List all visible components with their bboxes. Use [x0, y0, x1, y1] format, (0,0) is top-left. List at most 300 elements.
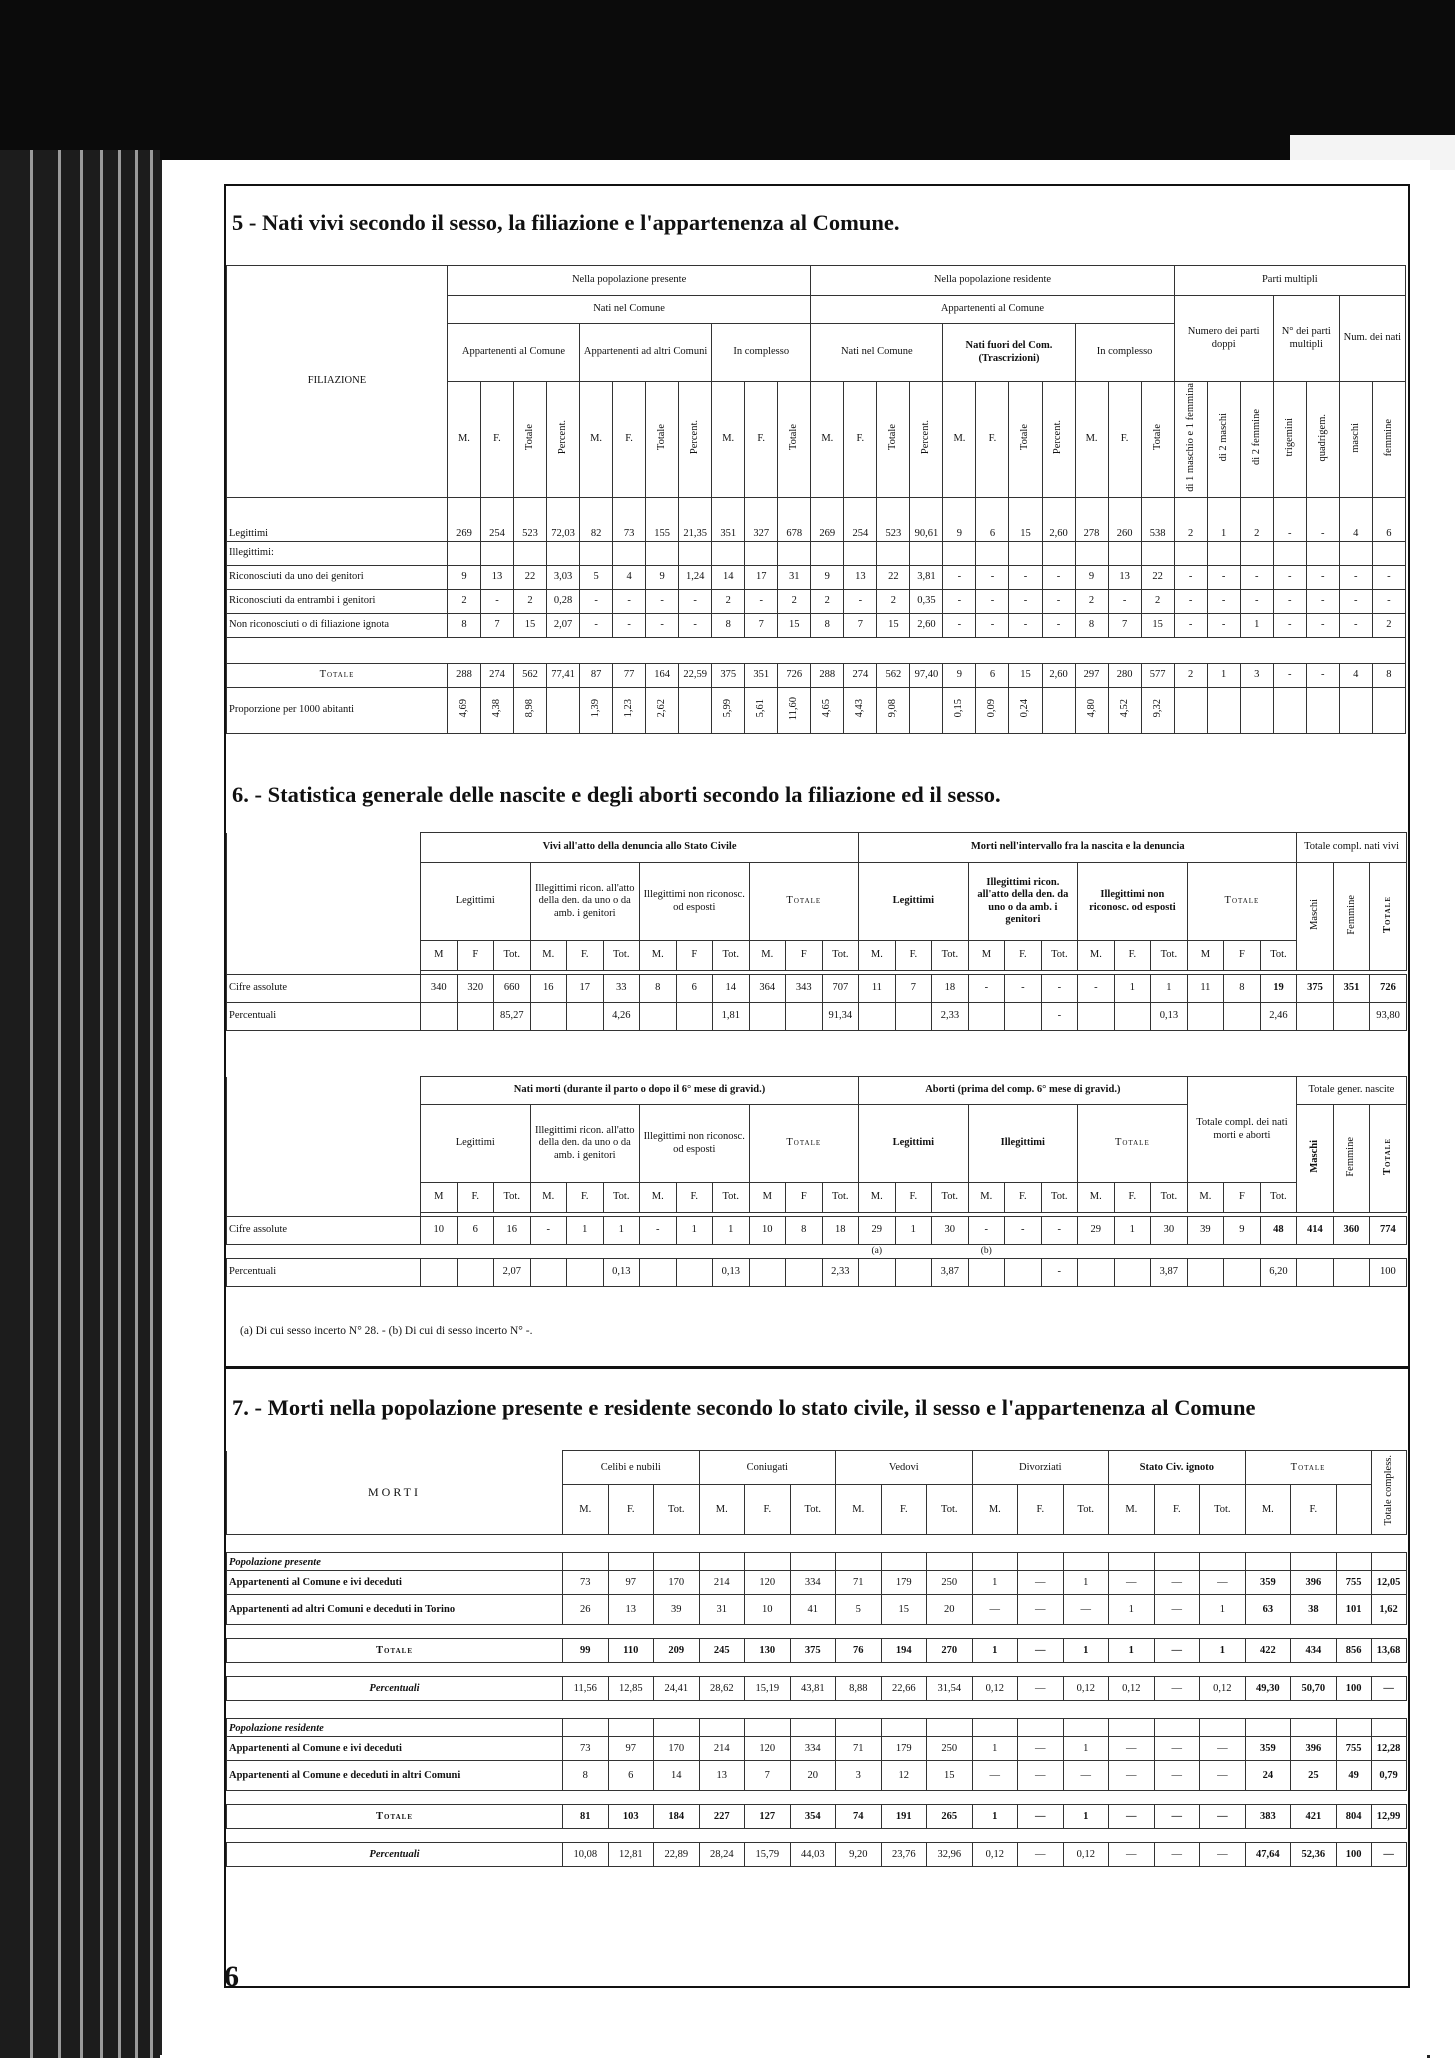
table-cell [811, 589, 844, 613]
t6-head-maschi: Maschi [1309, 899, 1320, 930]
table-cell [1174, 613, 1207, 637]
t6-note-cell [786, 1245, 823, 1259]
table-cell: 9,20 [836, 1843, 882, 1867]
table-cell [640, 1258, 677, 1286]
t5-cell-value: 2 [1188, 669, 1194, 681]
table-row [227, 497, 1406, 541]
table-cell [712, 663, 745, 687]
t5-cell-value: 562 [522, 669, 538, 681]
table-cell [1336, 1719, 1371, 1737]
table-cell: — [972, 1761, 1018, 1791]
table-cell [421, 1258, 458, 1286]
t5-subhead-cell [447, 382, 480, 498]
table-cell: 3,87 [932, 1258, 969, 1286]
t5-cell-value: 15 [1152, 619, 1163, 631]
t6-note-cell [676, 1245, 713, 1259]
table-cell: 414 [1297, 1217, 1334, 1245]
table-cell [1009, 687, 1042, 733]
t5-subhead-m: M. [590, 433, 603, 445]
table-cell [1078, 1003, 1115, 1031]
table-cell [976, 687, 1009, 733]
t5-cell-value: 274 [852, 669, 869, 681]
t5-cell-value: 538 [1149, 527, 1166, 539]
t5-cell-value: 87 [590, 669, 602, 681]
t5-cell-value: - [1354, 571, 1358, 583]
t5-subhead-cell [480, 382, 513, 498]
table-cell: 7 [745, 1761, 791, 1791]
table-cell: 91,34 [822, 1003, 859, 1031]
table-cell [580, 541, 613, 565]
table-cell: 29 [1078, 1217, 1115, 1245]
t7-subhead-cell: F. [1018, 1485, 1064, 1535]
table-cell: 25 [1291, 1761, 1337, 1791]
table-cell [778, 497, 811, 541]
table-cell: 1 [1109, 1595, 1155, 1625]
table7-stub: MORTI [227, 1451, 563, 1535]
t5-spacer-cell [227, 637, 1406, 663]
table-cell: — [1200, 1761, 1246, 1791]
t5-cell-value: - [1122, 595, 1127, 607]
t5-cell-value: 8 [725, 619, 731, 631]
table-cell [976, 541, 1009, 565]
table-cell [679, 589, 712, 613]
table-cell [1372, 613, 1405, 637]
t5-head-app-comune: Appartenenti al Comune [811, 296, 1174, 324]
table-cell [1291, 1553, 1337, 1571]
t7-section-row [227, 1553, 1407, 1571]
table-cell [778, 541, 811, 565]
t7-spacer-row [227, 1535, 1407, 1553]
table-cell [613, 497, 646, 541]
table-cell [676, 1003, 713, 1031]
t5-cell-value: - [1321, 595, 1325, 607]
table-cell: — [972, 1595, 1018, 1625]
table-cell [844, 613, 877, 637]
t6-subhead-cell: F. [567, 941, 604, 971]
t6-note-cell [1005, 1245, 1042, 1259]
t5-subhead-cell [1075, 382, 1108, 498]
table-cell: 43,81 [790, 1677, 836, 1701]
table-cell [877, 663, 910, 687]
t5-row-label: Riconosciuti da entrambi i genitori [227, 589, 448, 613]
t6-row-label: Cifre assolute [227, 1217, 421, 1245]
table-cell [1339, 687, 1372, 733]
t5-cell-value: 97,40 [914, 669, 939, 681]
t5-cell-value: 2,07 [553, 619, 573, 631]
t5-cell-value: 577 [1149, 669, 1166, 681]
t5-cell-value: 5,99 [722, 699, 734, 718]
t5-subhead-cell [1174, 382, 1207, 498]
table-cell: 30 [1151, 1217, 1188, 1245]
t5-subhead-m: M. [1085, 433, 1098, 445]
t6-subhead-cell: F [457, 941, 494, 971]
t6-head-vivi: Vivi all'atto della denuncia allo Stato Civile [421, 833, 859, 863]
table-cell: 1 [972, 1639, 1018, 1663]
t5-subhead-2m: di 2 maschi [1217, 413, 1229, 462]
table-cell [1108, 663, 1141, 687]
table-cell: 28,62 [699, 1677, 745, 1701]
t6-note-cell [603, 1245, 640, 1259]
table6-title: 6. - Statistica generale delle nascite e degli aborti secondo la filiazione ed il sesso. [232, 782, 1001, 807]
table-cell: 214 [699, 1737, 745, 1761]
t5-subhead-cell [547, 382, 580, 498]
t7-row-label: Appartenenti al Comune e ivi deceduti [227, 1571, 563, 1595]
t5-cell-value: 523 [885, 527, 902, 539]
t6-note-cell [749, 1245, 786, 1259]
t6-head-aborti: Aborti (prima del comp. 6° mese di gravid.) [859, 1077, 1188, 1105]
t5-subhead-cell [976, 382, 1009, 498]
t5-cell-value: 7 [494, 619, 500, 631]
t5-cell-value: 6 [989, 527, 996, 539]
table-cell [877, 497, 910, 541]
t7-subhead-cell: F. [1154, 1485, 1200, 1535]
table-cell: 0,13 [603, 1258, 640, 1286]
t5-cell-value: 375 [720, 669, 737, 681]
t5-subhead-cell [580, 382, 613, 498]
table-cell [790, 1553, 836, 1571]
table-cell [943, 589, 976, 613]
t5-subhead-cell [646, 382, 679, 498]
table-cell: 6,20 [1260, 1258, 1297, 1286]
book-right-edge [1427, 170, 1455, 2058]
t5-cell-value: 4,80 [1085, 699, 1097, 718]
table-cell [1114, 1003, 1151, 1031]
table-cell [1174, 541, 1207, 565]
t6-subhead-cell: M [421, 1183, 458, 1213]
table-cell [778, 589, 811, 613]
t5-subhead-cell [811, 382, 844, 498]
t6-subhead-cell: Tot. [932, 941, 969, 971]
table-cell: — [1154, 1737, 1200, 1761]
table-cell [567, 1258, 604, 1286]
t7-section-label: Popolazione presente [227, 1553, 563, 1571]
table-cell [567, 1003, 604, 1031]
t5-cell-value: 260 [1116, 527, 1133, 539]
t5-subhead-cell [513, 382, 546, 498]
t5-cell-value: 9 [824, 571, 830, 583]
t5-head-compl2: In complesso [1075, 324, 1174, 382]
table-row [227, 589, 1406, 613]
table-cell [778, 663, 811, 687]
table-cell: 375 [790, 1639, 836, 1663]
table-cell: 1 [972, 1737, 1018, 1761]
table-cell: — [1154, 1761, 1200, 1791]
t5-cell-value: - [1321, 527, 1325, 539]
t5-subhead-cell [778, 382, 811, 498]
table-cell: 1 [1063, 1737, 1109, 1761]
t5-cell-value: 22 [1152, 571, 1163, 583]
table-cell [1174, 687, 1207, 733]
t5-cell-value: 4,43 [854, 699, 866, 718]
t5-cell-value: - [660, 595, 664, 607]
table-cell: — [1018, 1677, 1064, 1701]
table-cell: 214 [699, 1571, 745, 1595]
t6-head-legittimi-3: Legittimi [421, 1105, 531, 1183]
t5-cell-value: 3 [1254, 669, 1260, 681]
table-cell: 22,66 [881, 1677, 927, 1701]
table-cell [811, 541, 844, 565]
t7-section-label: Popolazione residente [227, 1719, 563, 1737]
t5-cell-value: 4 [1353, 527, 1359, 539]
t5-cell-value: 17 [755, 571, 767, 583]
t7-subhead-cell: M. [699, 1485, 745, 1535]
table-cell: 39 [654, 1595, 700, 1625]
t7-spacer-cell [227, 1701, 1407, 1719]
t5-cell-value: - [1023, 571, 1028, 583]
t7-subhead-cell: Tot. [927, 1485, 973, 1535]
t5-cell-value: 9,08 [887, 699, 899, 718]
t6-note-cell [1297, 1245, 1334, 1259]
table-cell [679, 687, 712, 733]
table-cell [811, 663, 844, 687]
table-cell: 1 [972, 1571, 1018, 1595]
t5-cell-value: 269 [819, 527, 836, 539]
table-cell [1207, 687, 1240, 733]
t7-spacer-row [227, 1663, 1407, 1677]
table-cell: 360 [1333, 1217, 1370, 1245]
table-cell [580, 565, 613, 589]
t5-cell-value: 351 [753, 669, 770, 681]
t7-row-label: Percentuali [227, 1843, 563, 1867]
table-cell: 73 [563, 1571, 609, 1595]
table-cell [1306, 541, 1339, 565]
table-cell: 1 [895, 1217, 932, 1245]
table-cell [1207, 589, 1240, 613]
table-cell [1200, 1719, 1246, 1737]
table-cell [712, 541, 745, 565]
table-cell [1207, 613, 1240, 637]
t7-spacer-cell [227, 1829, 1407, 1843]
table-cell [1240, 663, 1273, 687]
table-cell: 1 [1063, 1571, 1109, 1595]
table-cell [1339, 541, 1372, 565]
table-cell [1240, 687, 1273, 733]
t5-subhead-cell [1108, 382, 1141, 498]
table-cell [1009, 541, 1042, 565]
t6-head-femmine-2: Femmine [1345, 1136, 1357, 1177]
table-cell: 16 [530, 975, 567, 1003]
t5-cell-value: 9 [956, 527, 963, 539]
table-cell: 179 [881, 1737, 927, 1761]
t5-cell-value: - [693, 619, 697, 631]
table-cell [1240, 589, 1273, 613]
table-cell [613, 565, 646, 589]
table-cell [447, 613, 480, 637]
t5-cell-value: 8 [824, 619, 830, 631]
table-cell [1141, 589, 1174, 613]
table-cell [421, 1003, 458, 1031]
table-row [227, 1595, 1407, 1625]
table-cell [927, 1719, 973, 1737]
table-cell: 120 [745, 1571, 791, 1595]
table-cell [513, 613, 546, 637]
t7-subhead-cell: M. [972, 1485, 1018, 1535]
table-row [227, 1258, 1407, 1286]
table-cell: 4,26 [603, 1003, 640, 1031]
table-cell [1200, 1553, 1246, 1571]
table-row [227, 975, 1407, 1003]
t7-head-divorziati: Divorziati [972, 1451, 1109, 1485]
t5-cell-value: 0,24 [1019, 699, 1031, 718]
table-cell [968, 1258, 1005, 1286]
t6-subhead-cell: Tot. [822, 941, 859, 971]
table-cell [1207, 565, 1240, 589]
t5-cell-value: 1,39 [590, 699, 602, 718]
t7-head-ignoto: Stato Civ. ignoto [1109, 1451, 1246, 1485]
table-cell: 421 [1291, 1805, 1337, 1829]
t5-cell-value: - [1321, 571, 1325, 583]
table-cell [547, 687, 580, 733]
table-cell: 32,96 [927, 1843, 973, 1867]
t6-notes-cell [227, 1245, 421, 1259]
t5-cell-value: 2,60 [1049, 669, 1068, 681]
table-cell [1297, 1003, 1334, 1031]
table-cell [580, 613, 613, 637]
t5-subhead-f: F. [988, 433, 997, 445]
table-cell [679, 663, 712, 687]
table-cell [1240, 497, 1273, 541]
t5-cell-value: - [1354, 595, 1358, 607]
t5-cell-value: - [693, 595, 697, 607]
table-cell: 73 [563, 1737, 609, 1761]
t5-cell-value: 8,98 [523, 699, 535, 718]
table-cell: 1,62 [1371, 1595, 1406, 1625]
table-cell [563, 1553, 609, 1571]
t5-cell-value: - [495, 595, 499, 607]
table-cell: 0,12 [1109, 1677, 1155, 1701]
table-cell [640, 1003, 677, 1031]
table-cell [1306, 589, 1339, 613]
table-cell [547, 497, 580, 541]
table-cell [910, 541, 943, 565]
table6-morti-aborti [226, 1076, 1407, 1287]
t6-note-cell [1078, 1245, 1115, 1259]
table-cell [811, 497, 844, 541]
table-cell: — [1154, 1571, 1200, 1595]
t5-subhead-m: M. [821, 433, 834, 445]
table-cell [613, 613, 646, 637]
table-cell [972, 1719, 1018, 1737]
table-cell [1141, 613, 1174, 637]
table-cell [712, 497, 745, 541]
table-cell [895, 1258, 932, 1286]
table-cell: 1 [1114, 1217, 1151, 1245]
table-cell: 50,70 [1291, 1677, 1337, 1701]
table-cell [480, 565, 513, 589]
t6-head-legittimi-4: Legittimi [859, 1105, 969, 1183]
t6-head-totale-v: Totale [1382, 895, 1394, 933]
table-cell [1141, 565, 1174, 589]
t7-spacer-row [227, 1625, 1407, 1639]
table-cell [1141, 687, 1174, 733]
table-cell: 774 [1370, 1217, 1407, 1245]
t6-head-ill-non: Illegittimi non riconosc. od esposti [640, 863, 750, 941]
t5-subhead-f: F. [493, 433, 501, 445]
table-cell [943, 565, 976, 589]
t5-subhead-cell [613, 382, 646, 498]
table-cell [676, 1258, 713, 1286]
t6-subhead-cell: M. [968, 1183, 1005, 1213]
t6-note-cell [1187, 1245, 1224, 1259]
t6-note-cell [1260, 1245, 1297, 1259]
t5-cell-value: 274 [489, 669, 505, 681]
t5-cell-value: - [1287, 571, 1292, 583]
table-cell [877, 541, 910, 565]
t5-head-fuori: Nati fuori del Com. (Trascrizioni) [943, 324, 1075, 382]
table-cell: 343 [786, 975, 823, 1003]
t6-subhead-cell: F. [1114, 941, 1151, 971]
table-cell: — [1371, 1843, 1406, 1867]
table-cell: 1 [603, 1217, 640, 1245]
table-cell [910, 663, 943, 687]
table-cell [745, 613, 778, 637]
table-cell: — [1018, 1595, 1064, 1625]
t5-cell-value: 2 [791, 595, 797, 607]
table-cell [513, 565, 546, 589]
table-cell: - [1078, 975, 1115, 1003]
table-cell: 804 [1336, 1805, 1371, 1829]
t5-cell-value: 254 [852, 527, 869, 539]
t5-cell-value: 2,60 [917, 619, 936, 631]
t5-cell-value: 2 [725, 595, 731, 607]
table-cell [447, 565, 480, 589]
t6-subhead-cell: F. [1114, 1183, 1151, 1213]
t7-head-totale: Totale [1245, 1451, 1371, 1485]
t5-subhead-tot: Totale [1019, 424, 1031, 451]
table-cell [1245, 1553, 1291, 1571]
table-cell [613, 663, 646, 687]
t7-subhead-cell: Tot. [1063, 1485, 1109, 1535]
table-cell [943, 613, 976, 637]
t6-subhead-cell: Tot. [822, 1183, 859, 1213]
t5-cell-value: 22,59 [683, 669, 707, 681]
t6-subhead-cell: Tot. [1041, 1183, 1078, 1213]
table-cell [1154, 1719, 1200, 1737]
t5-subhead-perc: Percent. [1052, 420, 1064, 455]
t5-cell-value: 2,62 [656, 699, 668, 718]
table-cell: - [968, 975, 1005, 1003]
table-cell: — [1109, 1737, 1155, 1761]
table-cell: 14 [713, 975, 750, 1003]
t6-subhead-cell: F. [1005, 1183, 1042, 1213]
table-cell [745, 497, 778, 541]
t7-subhead-cell: Tot. [1200, 1485, 1246, 1535]
table-cell: 2,33 [932, 1003, 969, 1031]
t7-subhead-cell: F. [881, 1485, 927, 1535]
table-cell [1108, 497, 1141, 541]
table-cell [1291, 1719, 1337, 1737]
table-cell [786, 1003, 823, 1031]
table-cell: — [1018, 1843, 1064, 1867]
t5-row-label: Illegittimi: [227, 541, 448, 565]
table-cell: 383 [1245, 1805, 1291, 1829]
t5-cell-value: - [627, 619, 631, 631]
t5-subhead-m: M. [953, 433, 966, 445]
table-cell [1273, 497, 1306, 541]
t6-note-cell [1114, 1245, 1151, 1259]
table-row [227, 1003, 1407, 1031]
t5-subhead-tot: Totale [887, 424, 899, 451]
t5-cell-value: 2 [1154, 595, 1161, 607]
table-cell: 340 [421, 975, 458, 1003]
t5-cell-value: 2 [1188, 527, 1194, 539]
t5-cell-value: 2 [890, 595, 896, 607]
t5-cell-value: - [1221, 571, 1226, 583]
t6-head-legittimi: Legittimi [421, 863, 531, 941]
t7-spacer-row [227, 1701, 1407, 1719]
table-cell [1075, 541, 1108, 565]
t5-cell-value: 1 [1221, 527, 1227, 539]
